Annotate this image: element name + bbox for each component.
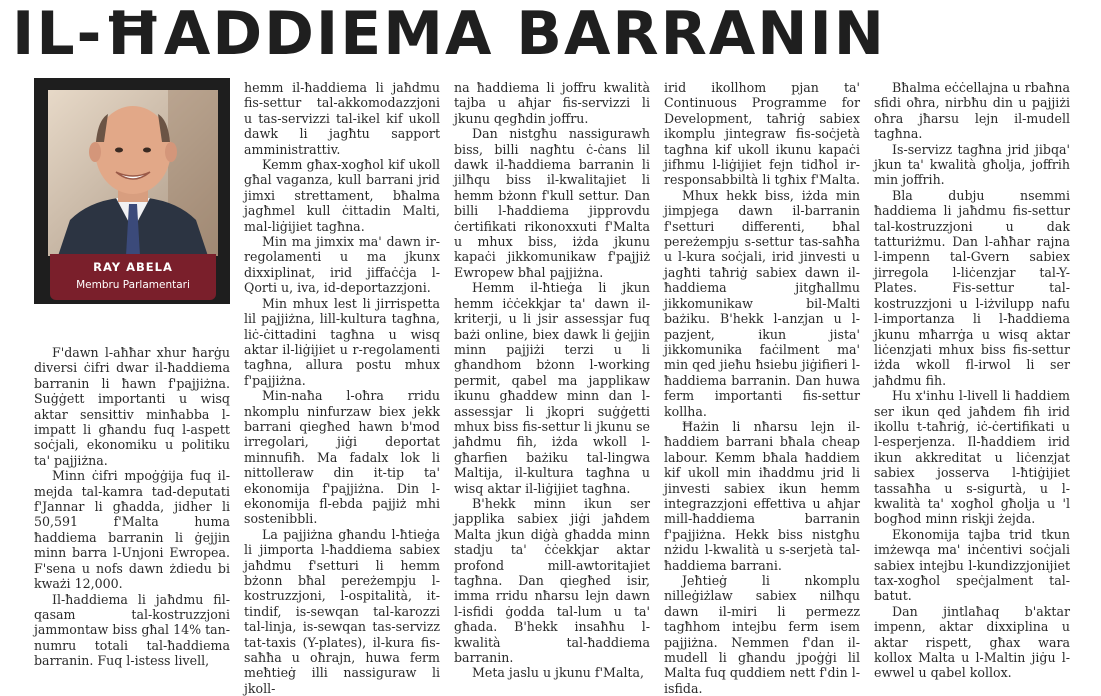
author-role: Membru Parlamentari [76, 279, 190, 291]
paragraph: na ħaddiema li joffru kwalità tajba u aħjar fis-servizzi li jkunu qegħdin joffru. [454, 80, 650, 126]
paragraph: Hemm il-ħtieġa li jkun hemm iċċekkjar ta' dawn il-kriterji, u li jsir assessjar fuq bażi online, biex dawk li ġejjin minn pajjiżi terzi u li għandhom bżonn l-working permit, qabel ma japplikaw ikunu għaddew minn dan l-assessjar li jkopri suġġetti mhux biss fis-settur li jkunu se jaħdmu fih, iżda wkoll l-għarfien bażiku tal-lingwa Maltija, il-kultura tagħna u wisq aktar il-liġijiet tagħna. [454, 280, 650, 496]
paragraph: Dan nistgħu nassigurawh biss, billi nagħtu ċ-ċans lil dawk il-ħaddiema barranin li jilħqu biss il-kwalitajiet li hemm bżonn f'kull settur. Dan billi l-ħaddiema jipprovdu ċertifikati rikonoxxuti f'Malta u mhux biss, iżda jkunu kapaċi jikkomunikaw f'pajjiż Ewropew bħal pajjiżna. [454, 126, 650, 280]
paragraph: Ħażin li nħarsu lejn il-ħaddiem barrani bħala cheap labour. Kemm bħala ħaddiem kif ukoll min iħaddmu jrid li jinvesti sabiex ikun hemm integrazzjoni effettiva u aħjar mill-ħaddiema barranin f'pajjiżna. Hekk biss nistgħu nżidu l-kwalità u s-serjetà tal-ħaddiema barrani. [664, 418, 860, 573]
paragraph: Bħalma eċċellajna u rbaħna sfidi oħra, nirbħu din u pajjiżi oħra jħarsu lejn il-mudell tagħna. [874, 80, 1070, 142]
article-headline: IL-ĦADDIEMA BARRANIN [12, 0, 887, 69]
paragraph: La pajjiżna għandu l-ħtieġa li jimporta l-ħaddiema sabiex jaħdmu f'setturi li hemm bżonn bħal pereżempju l-kostruzzjoni, l-ospitalità, it-tindif, is-sewqan tal-karozzi tal-linja, is-sewqan tas-servizz tat-taxis (Y-plates), il-kura fis-saħħa u oħrajn, huwa ferm meħtieġ illi nassiguraw li jkoll- [244, 526, 440, 696]
author-name: RAY ABELA [93, 260, 173, 274]
article-column-2 [244, 80, 440, 696]
paragraph: F'dawn l-aħħar xhur ħarġu diversi ċifri dwar il-ħaddiema barranin li ħawn f'pajjiżna. Suġġett importanti u wisq aktar sensittiv minħabba l-impatt li għandu fuq l-aspett soċjali, ekonomiku u politiku ta' pajjiżna. [34, 345, 230, 468]
paragraph: Minn ċifri mpoġġija fuq il-mejda tal-kamra tad-deputati f'Jannar li għadda, jidher li 50,591 f'Malta huma ħaddiema barranin li ġejjin minn barra l-Unjoni Ewropea. F'sena u nofs dawn żdiedu bi kważi 12,000. [34, 468, 230, 592]
author-portrait-illustration [48, 90, 218, 256]
paragraph: Min mhux lest li jirrispetta lil pajjiżna, lill-kultura tagħna, liċ-ċittadini tagħna u wisq aktar il-liġijiet u r-regolamenti tagħna, allura postu mhux f'pajjiżna. [244, 295, 440, 388]
paragraph: Hu x'inhu l-livell li ħaddiem ser ikun qed jaħdem fih irid ikollu t-taħriġ, iċ-ċertifikati u l-esperjenza. Il-ħaddiem irid ikun akkreditat u liċenzjat sabiex josserva l-ħtiġijiet tassaħħa u s-sigurtà, u l-kwalità ta' xogħol għolja u 'l bogħod minn riskji żejda. [874, 388, 1070, 527]
paragraph: Bla dubju nsemmi ħaddiema li jaħdmu fis-settur tal-kostruzzjoni u dak tatturiżmu. Dan l-aħħar rajna l-impenn tal-Gvern sabiex jirregola l-liċenzjar tal-Y-Plates. Fis-settur tal-kostruzzjoni u l-iżvilupp nafu l-importanza li l-ħaddiema jkunu mħarrġa u wisq aktar liċenzjati mhux biss fis-settur iżda wkoll fl-irwol li ser jaħdmu fih. [874, 187, 1070, 388]
author-profile-box [34, 78, 230, 304]
paragraph: Jeħtieġ li nkomplu nilleġiżlaw sabiex nilħqu dawn il-miri li permezz tagħhom intejbu ferm isem pajjiżna. Nemmen f'dan il-mudell li għandu jpoġġi lil Malta fuq quddiem nett f'din l-isfida. [664, 573, 860, 696]
article-column-3 [454, 80, 650, 687]
paragraph: B'hekk minn ikun ser japplika sabiex jiġi jaħdem Malta jkun diġà għadda minn stadju ta' ċċekkjar aktar profond mill-awtoritajiet tagħna. Dan qiegħed isir, imma rridu nħarsu lejn dawn l-isfidi ġodda tal-lum u ta' għada. B'hekk insaħħu l-kwalità tal-ħaddiema barranin. [454, 495, 650, 666]
paragraph: Min ma jimxix ma' dawn ir-regolamenti u ma jkunx dixxiplinat, irid jiffaċċja l-Qorti u, iva, id-deportazzjoni. [244, 234, 440, 296]
article-column-1 [34, 345, 230, 685]
paragraph: Mhux hekk biss, iżda min jimpjega dawn il-barranin f'setturi differenti, bħal pereżempju s-settur tas-saħħa u l-kura soċjali, irid jinvesti u jagħti taħriġ sabiex dawn il-ħaddiema jitgħallmu jikkomunikaw bil-Malti bażiku. B'hekk l-anzjan u l-pazjent, ikun jista' jikkomunika faċilment ma' min qed jieħu ħsiebu jiġifieri l-ħaddiema barranin. Dan huwa ferm importanti fis-settur kollha. [664, 187, 860, 419]
paragraph: Kemm għax-xogħol kif ukoll għal vaganza, kull barrani jrid jimxi strettament, bħalma jagħmel kull ċittadin Malti, mal-liġijiet tagħna. [244, 157, 440, 234]
paragraph: hemm il-ħaddiema li jaħdmu fis-settur tal-akkomodazzjoni u tas-servizzi tal-ikel kif ukoll dawk li jagħtu sapport amministrattiv. [244, 80, 440, 157]
article-column-4 [664, 80, 860, 696]
paragraph: Min-naħa l-oħra rridu nkomplu ninfurzaw biex jekk barrani qiegħed hawn b'mod irregolari, jiġi deportat minnufiħ. Ma fadalx lok li nittolleraw din it-tip ta' ekonomija f'pajjiżna. Din l-ekonomija fl-ebda pajjiż mhi sostenibbli. [244, 388, 440, 527]
author-photo [48, 90, 218, 256]
paragraph: Is-servizz tagħna jrid jibqa' jkun ta' kwalità għolja, joffrih min joffrih. [874, 141, 1070, 188]
author-namecard [50, 254, 216, 300]
article-column-5 [874, 80, 1070, 687]
paragraph: Dan jintlaħaq b'aktar impenn, aktar dixxiplina u aktar rispett, għax wara kollox Malta u l-Maltin jiġu l-ewwel u qabel kollox. [874, 603, 1070, 681]
paragraph: irid ikollhom pjan ta' Continuous Programme for Development, taħriġ sabiex ikomplu jintegraw fis-soċjetà tagħna kif ukoll ikunu kapaċi jifhmu l-liġijiet fejn tidħol ir-responsabbiltà li tgħix f'Malta. [664, 80, 860, 188]
paragraph: Il-ħaddiema li jaħdmu fil-qasam tal-kostruzzjoni jammontaw biss għal 14% tan-numru totali tal-ħaddiema barranin. Fuq l-istess livell, [34, 591, 231, 669]
paragraph: Ekonomija tajba trid tkun imżewqa ma' inċentivi soċjali sabiex intejbu l-kundizzjonijiet tax-xogħol speċjalment tal-batut. [874, 526, 1070, 604]
paragraph: Meta jaslu u jkunu f'Malta, [472, 665, 645, 681]
